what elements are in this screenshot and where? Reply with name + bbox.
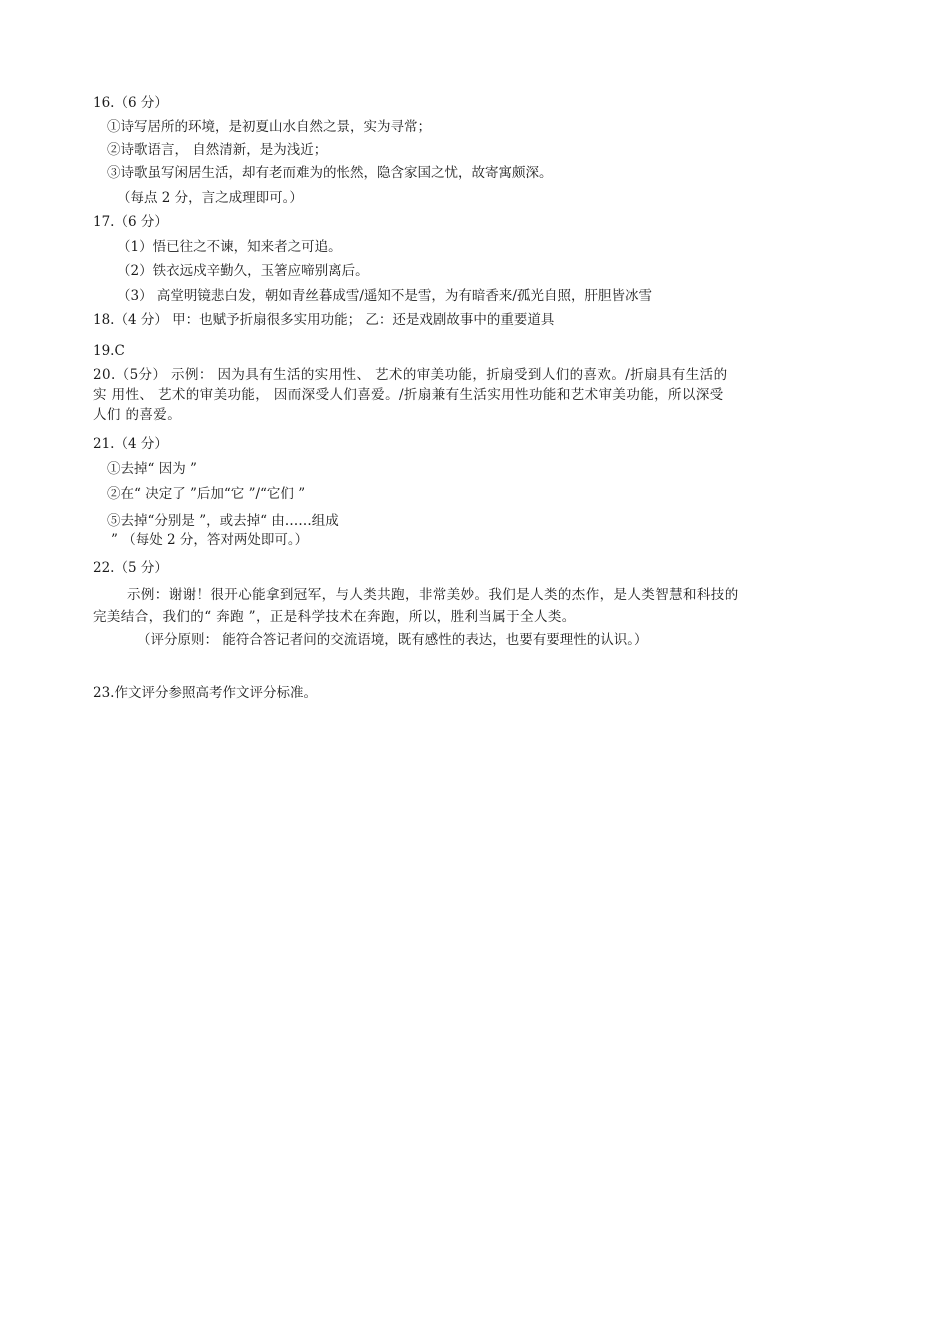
- q16-point-3: ③诗歌虽写闲居生活，却有老而难为的怅然，隐含家国之忧，故寄寓颇深。: [107, 165, 553, 181]
- q16-header: 16.（6 分）: [93, 95, 168, 111]
- q21-item-3: ⑤去掉“分别是 ”，或去掉“ 由……组成: [107, 513, 339, 529]
- q20-line-3: 人们 的喜爱。: [93, 407, 182, 423]
- q19-answer: 19.C: [93, 343, 125, 359]
- q17-item-2: （2）铁衣远戍辛勤久，玉箸应啼别离后。: [117, 263, 369, 279]
- q21-header: 21.（4 分）: [93, 436, 168, 452]
- q16-point-2: ②诗歌语言， 自然清新，是为浅近；: [107, 142, 328, 158]
- q20-line-2: 实 用性、 艺术的审美功能， 因而深受人们喜爱。/折扇兼有生活实用性功能和艺术审美功能，所以深受: [93, 387, 724, 403]
- q22-example-line-1: 示例：谢谢！很开心能拿到冠军，与人类共跑，非常美妙。我们是人类的杰作，是人类智慧和科技的: [127, 587, 739, 603]
- q16-point-1: ①诗写居所的环境，是初夏山水自然之景，实为寻常；: [107, 119, 431, 135]
- q20-line-1: 20.（5分） 示例： 因为具有生活的实用性、 艺术的审美功能，折扇受到人们的喜欢。/折扇具有生活的: [93, 367, 728, 383]
- q17-item-1: （1）悟已往之不谏，知来者之可追。: [117, 239, 342, 255]
- q21-scoring-note: ” （每处 2 分，答对两处即可。）: [111, 532, 309, 548]
- q22-header: 22.（5 分）: [93, 560, 168, 576]
- q21-item-2: ②在“ 决定了 ”后加“它 ”/“它们 ”: [107, 486, 306, 502]
- q21-item-1: ①去掉“ 因为 ”: [107, 461, 197, 477]
- q22-example-line-2: 完美结合，我们的“ 奔跑 ”，正是科学技术在奔跑，所以，胜利当属于全人类。: [93, 609, 576, 625]
- q17-item-3: （3） 高堂明镜悲白发，朝如青丝暮成雪/遥知不是雪，为有暗香来/孤光自照，肝胆皆冰雪: [117, 288, 652, 304]
- q18-answer: 18.（4 分） 甲：也赋予折扇很多实用功能； 乙：还是戏剧故事中的重要道具: [93, 312, 555, 328]
- q22-scoring-principle: （评分原则： 能符合答记者问的交流语境，既有感性的表达，也要有要理性的认识。）: [137, 632, 648, 648]
- q23-answer: 23.作文评分参照高考作文评分标准。: [93, 685, 317, 701]
- q16-scoring-note: （每点 2 分，言之成理即可。）: [117, 190, 303, 206]
- q17-header: 17.（6 分）: [93, 214, 168, 230]
